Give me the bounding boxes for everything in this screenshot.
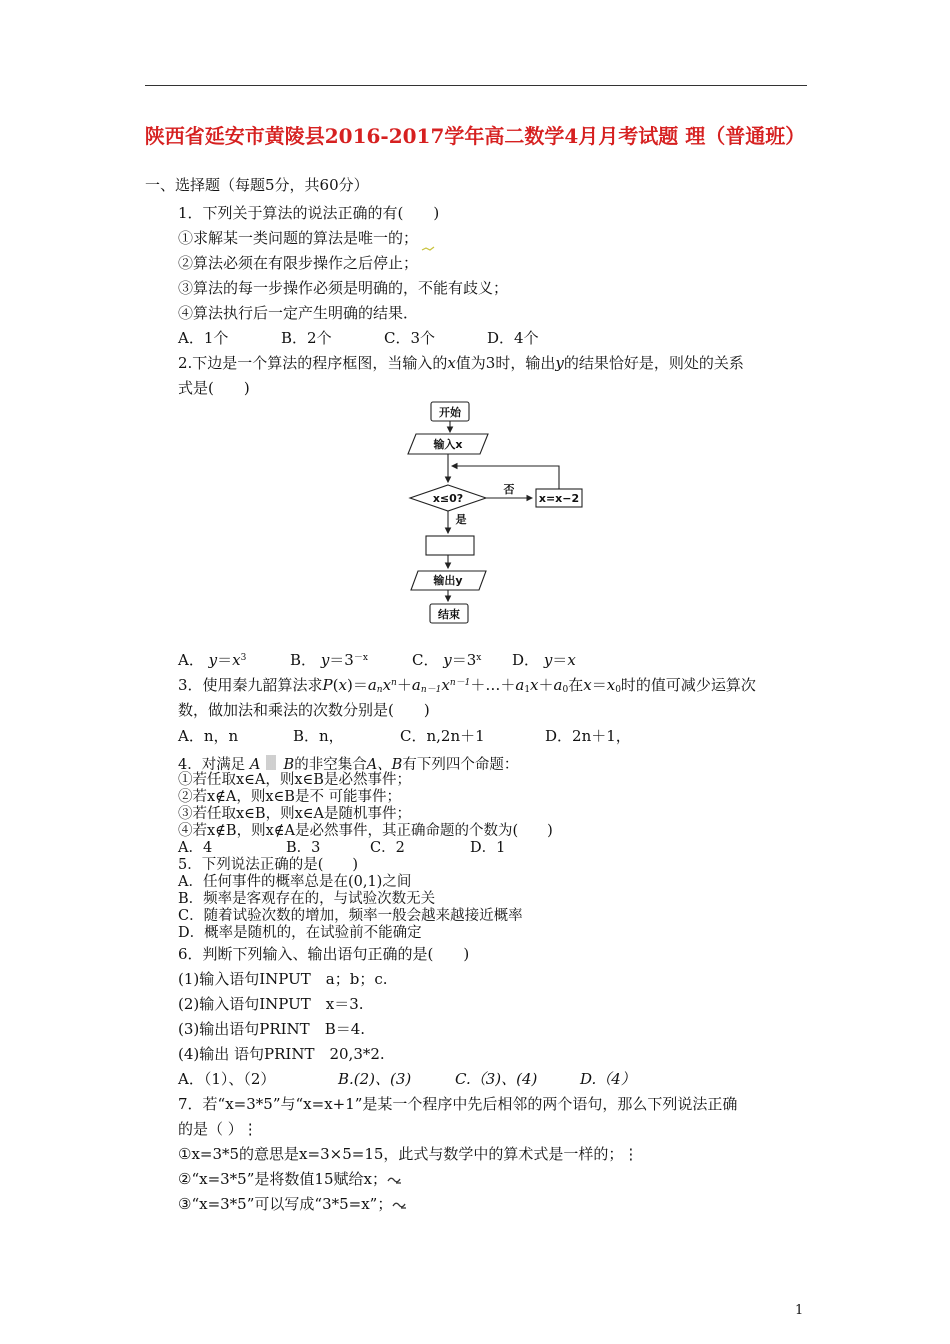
q7-stem-line2: 的是（ ）⋮ [178,1120,258,1138]
q4-item: ③若任取x∈B，则x∈A是随机事件； [178,806,411,822]
stray-mark-icon [421,242,435,252]
q6-option-a: A．（1）、（2） [178,1070,276,1088]
q1-option-b: B．2个 [281,329,332,347]
q2-stem-line1: 2.下边是一个算法的程序框图，当输入的x值为3时，输出y的结果恰好是，则处的关系 [178,354,744,372]
q7-item: ①x=3*5的意思是x=3×5=15，此式与数学中的算术式是一样的；⋮ [178,1145,639,1163]
subset-glyph-icon [265,754,279,772]
q2-option-b: B． $y=3^{-x}$ [290,651,368,669]
q2-option-a: A． $y=x^3$ [178,651,247,669]
squiggle-mark-icon [387,1175,403,1185]
q3-option-a: A．n，n [178,727,239,745]
q7-item: ②“x=3*5”是将数值15赋给x； [178,1170,403,1188]
q4-option-b: B．3 [286,840,321,856]
q5-stem: 5．下列说法正确的是( ) [178,857,359,873]
q2-option-c: C． $y=3^x$ [412,651,482,669]
q4-stem: 4．对满足 A B的非空集合A、B有下列四个命题： [178,754,518,773]
q6-item: (3)输出语句PRINT B＝4. [178,1020,366,1038]
output-label: 输出y [433,574,463,587]
start-label: 开始 [439,406,461,419]
q3-stem-line2: 数，做加法和乘法的次数分别是( ) [178,701,430,719]
q3-option-d: D．2n＋1， [545,727,631,745]
page-number: 1 [795,1303,804,1318]
q1-option-d: D．4个 [487,329,539,347]
q1-item: ②算法必须在有限步操作之后停止； [178,254,419,272]
q4-item: ①若任取x∈A，则x∈B是必然事件； [178,772,411,788]
q1-option-a: A．1个 [178,329,229,347]
q6-item: (2)输入语句INPUT x＝3. [178,995,364,1013]
q7-item: ③“x=3*5”可以写成“3*5=x”； [178,1195,408,1213]
q5-option-c: C．随着试验次数的增加，频率一般会越来越接近概率 [178,908,523,924]
q3-option-b: B．n， [293,727,344,745]
q2-stem-line2: 式是( ) [178,379,250,397]
q5-option-a: A．任何事件的概率总是在(0,1)之间 [178,874,412,890]
q4-option-a: A．4 [178,840,213,856]
yes-label: 是 [455,513,467,526]
q6-option-b: B.(2)、(3) [338,1070,412,1088]
q6-item: (1)输入语句INPUT a；b；c. [178,970,388,988]
q4-item: ④若x∉B，则x∉A是必然事件，其正确命题的个数为( ) [178,823,553,839]
q6-stem: 6．判断下列输入、输出语句正确的是( ) [178,945,470,963]
section-heading: 一、选择题（每题5分，共60分） [145,176,369,194]
q6-option-d: D.（4） [580,1070,636,1088]
q1-option-c: C．3个 [384,329,436,347]
q1-item: ①求解某一类问题的算法是唯一的； [178,229,419,247]
q6-option-c: C.（3)、(4) [455,1070,538,1088]
header-rule [145,85,807,86]
flowchart [400,398,590,630]
q1-item: ③算法的每一步操作必须是明确的，不能有歧义； [178,279,509,297]
blank-process-node [426,536,474,555]
page-title: 陕西省延安市黄陵县2016-2017学年高二数学4月月考试题 理（普通班） [144,124,806,148]
q7-stem-line1: 7．若“x=3*5”与“x=x+1”是某一个程序中先后相邻的两个语句，那么下列说法正确 [178,1095,738,1113]
q1-item: ④算法执行后一定产生明确的结果． [178,304,419,322]
q2-option-d: D． y＝x [512,651,576,669]
q4-option-d: D．1 [470,840,506,856]
squiggle-mark-icon [392,1200,408,1210]
decision-label: x≤0? [432,492,464,505]
q4-option-c: C．2 [370,840,405,856]
q5-option-d: D．概率是随机的，在试验前不能确定 [178,925,422,941]
q3-option-c: C．n,2n＋1 [400,727,485,745]
q5-option-b: B．频率是客观存在的，与试验次数无关 [178,891,436,907]
q3-stem-line1: 3．使用秦九韶算法求$P(x)=a_nx^n+a_{n-1}x^{n-1}+\dots+a_1x+a_0$在$x=x_0$时的值可减少运算次 [178,676,756,695]
input-label: 输入x [433,438,463,451]
q1-stem: 1．下列关于算法的说法正确的有( ) [178,204,440,222]
step-label: x=x−2 [538,492,580,505]
no-label: 否 [503,483,515,496]
q6-item: (4)输出 语句PRINT 20,3*2. [178,1045,385,1063]
end-label: 结束 [438,608,460,621]
q4-item: ②若x∉A，则x∈B是不 可能事件； [178,789,402,805]
